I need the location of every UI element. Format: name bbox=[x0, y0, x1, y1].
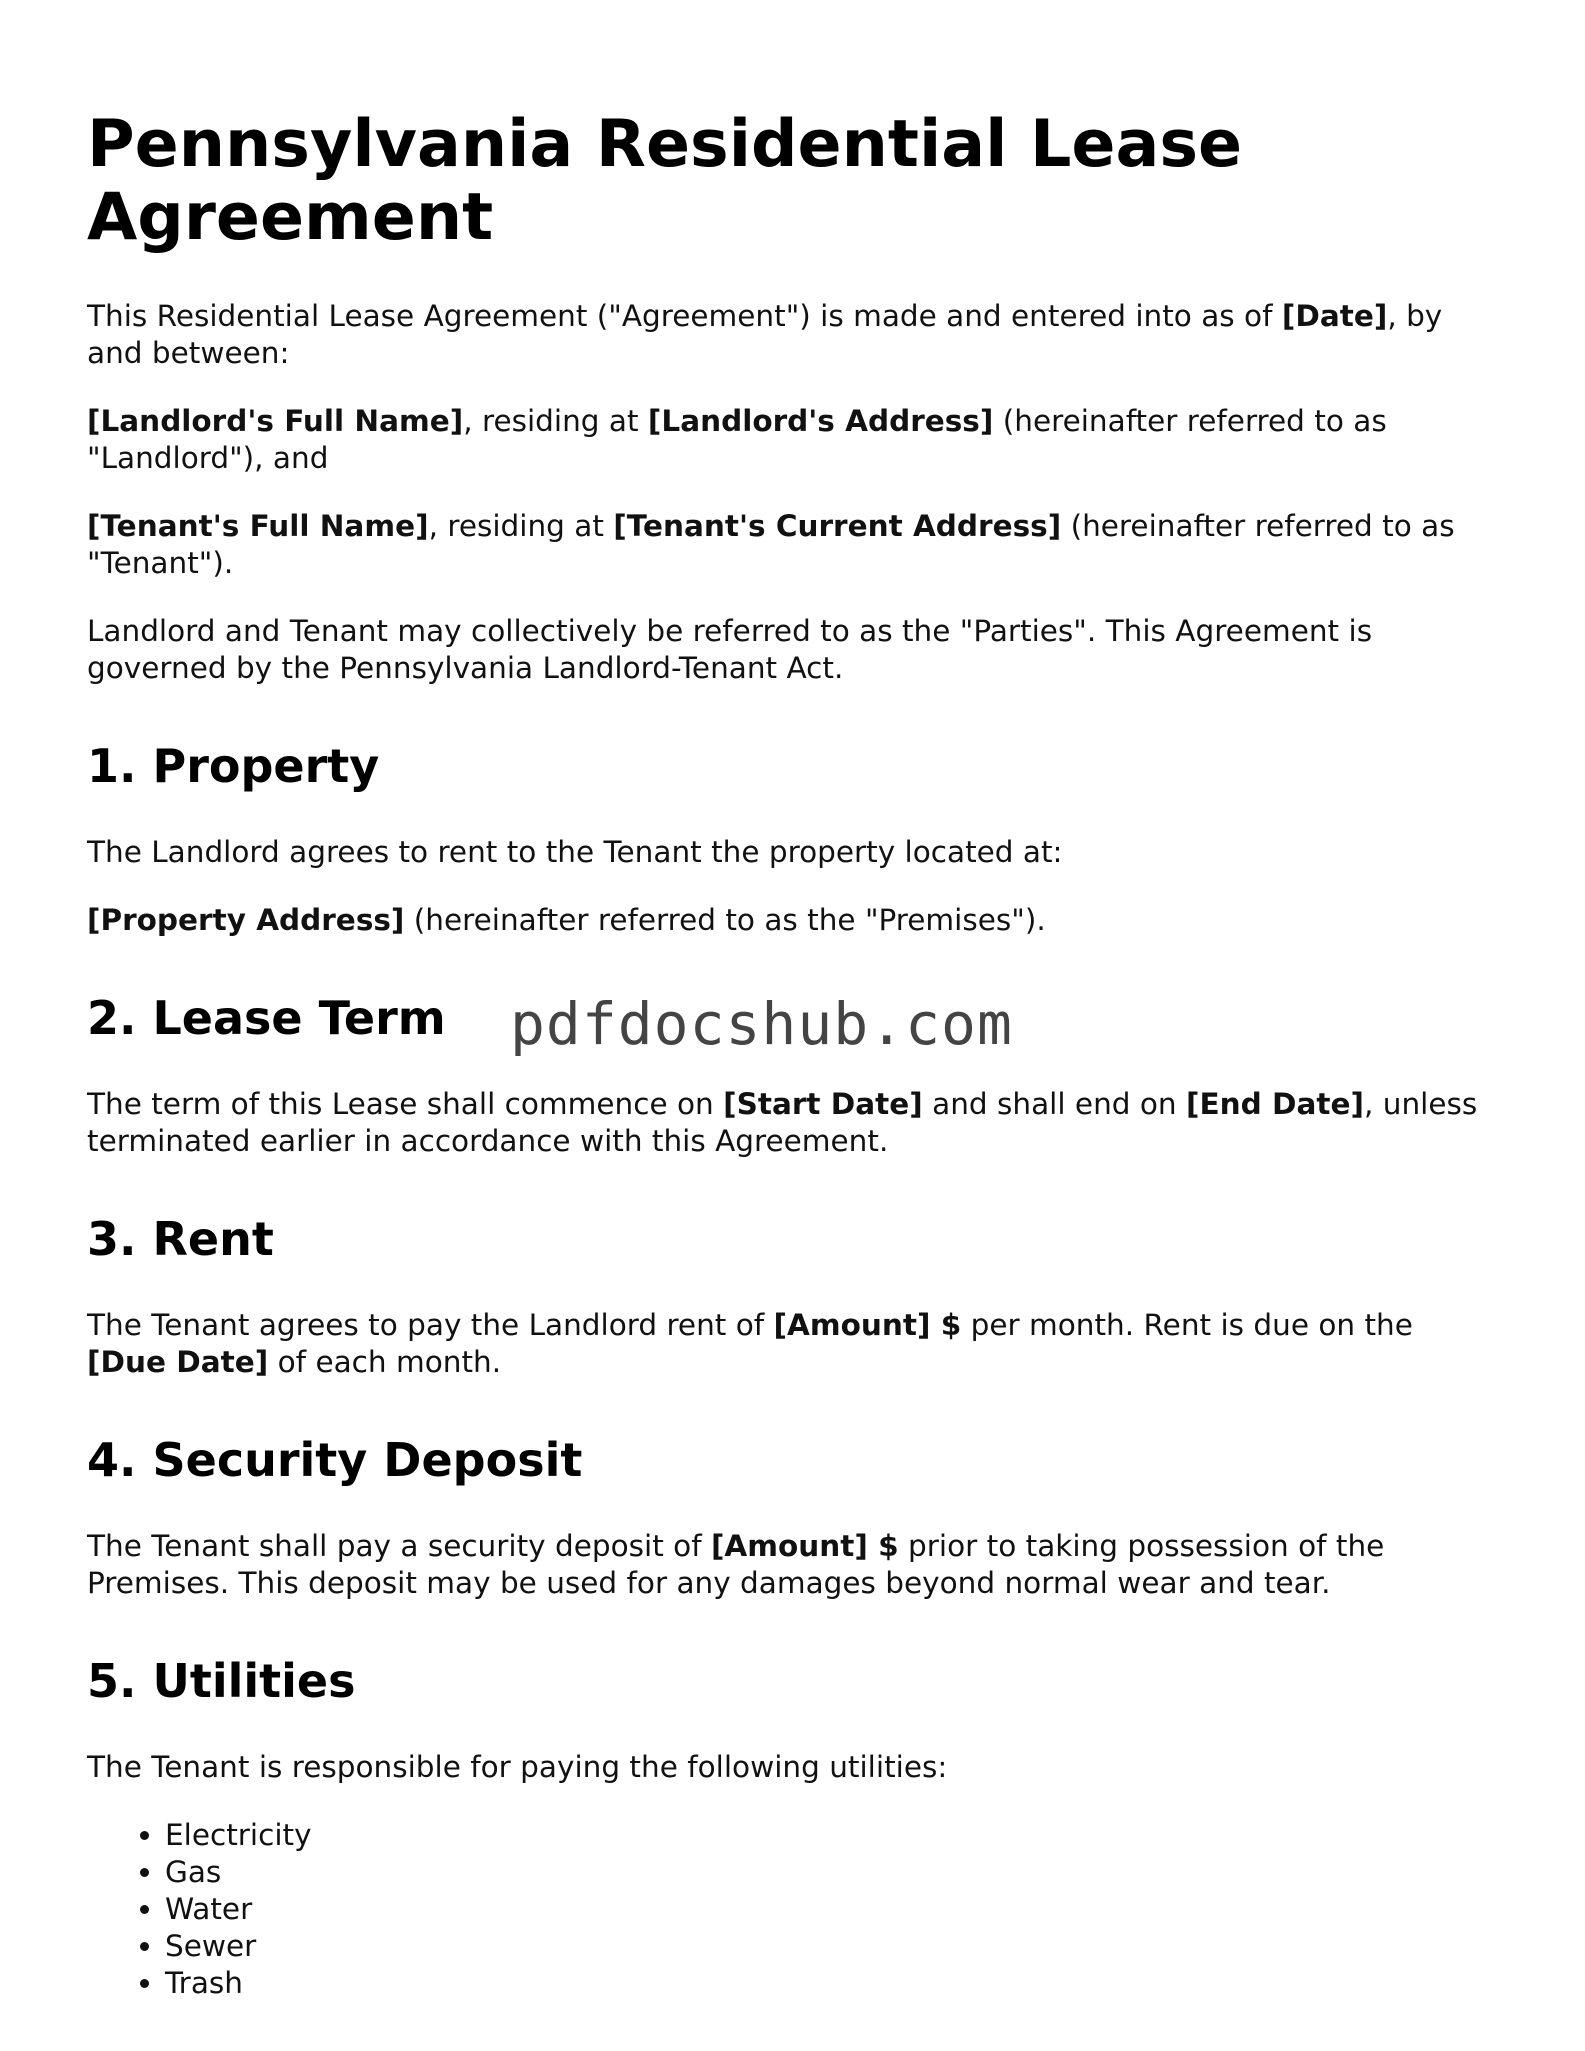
utilities-list bbox=[87, 1817, 1497, 2002]
rent-text-3: of each month. bbox=[268, 1345, 502, 1379]
rent-text-2: per month. Rent is due on the bbox=[961, 1308, 1413, 1342]
tenant-address-placeholder: [Tenant's Current Address] bbox=[613, 509, 1062, 543]
rent-paragraph bbox=[87, 1307, 1497, 1381]
end-date-placeholder: [End Date] bbox=[1186, 1087, 1365, 1121]
intro-paragraph bbox=[87, 298, 1497, 372]
utilities-paragraph: The Tenant is responsible for paying the following utilities: bbox=[87, 1750, 948, 1784]
list-item: • Trash bbox=[165, 1965, 1497, 2002]
landlord-address-placeholder: [Landlord's Address] bbox=[647, 404, 994, 438]
landlord-text-1: , residing at bbox=[463, 404, 648, 438]
parties-paragraph: Landlord and Tenant may collectively be referred to as the "Parties". This Agreement is governed by the Pennsylvania Landlord-Tenant Act. bbox=[87, 614, 1373, 685]
landlord-name-placeholder: [Landlord's Full Name] bbox=[87, 404, 464, 438]
deposit-text-2: prior to taking possession of the Premises. This deposit may be used for any damages beyond normal wear and tear. bbox=[87, 1529, 1385, 1600]
tenant-text-2: (hereinafter referred to as "Tenant"). bbox=[87, 509, 1455, 580]
tenant-name-placeholder: [Tenant's Full Name] bbox=[87, 509, 429, 543]
property-paragraph-1: The Landlord agrees to rent to the Tenant the property located at: bbox=[87, 835, 1063, 869]
lease-term-text-3: , unless terminated earlier in accordance with this Agreement. bbox=[87, 1087, 1478, 1158]
list-item: • Sewer bbox=[165, 1928, 1497, 1965]
agreement-date-placeholder: [Date] bbox=[1281, 299, 1388, 333]
deposit-paragraph bbox=[87, 1528, 1497, 1602]
intro-text-2: , by and between: bbox=[87, 299, 1443, 370]
list-item: • Gas bbox=[165, 1854, 1497, 1891]
section-heading-utilities: 5. Utilities bbox=[87, 1654, 356, 1708]
due-date-placeholder: [Due Date] bbox=[87, 1345, 269, 1379]
section-heading-lease-term: 2. Lease Term bbox=[87, 991, 446, 1045]
deposit-text-1: The Tenant shall pay a security deposit of bbox=[87, 1529, 711, 1563]
document-title: Pennsylvania Residential Lease Agreement bbox=[87, 107, 1243, 255]
section-heading-property: 1. Property bbox=[87, 739, 380, 793]
lease-term-text-2: and shall end on bbox=[922, 1087, 1187, 1121]
property-text-2: (hereinafter referred to as the "Premises"). bbox=[404, 903, 1046, 937]
landlord-paragraph bbox=[87, 403, 1497, 477]
tenant-paragraph bbox=[87, 508, 1497, 582]
deposit-amount-placeholder: [Amount] $ bbox=[710, 1529, 899, 1563]
list-item: • Water bbox=[165, 1891, 1497, 1928]
rent-amount-placeholder: [Amount] $ bbox=[773, 1308, 962, 1342]
intro-text-1: This Residential Lease Agreement ("Agreement") is made and entered into as of bbox=[87, 299, 1282, 333]
lease-term-text-1: The term of this Lease shall commence on bbox=[87, 1087, 724, 1121]
section-heading-security-deposit: 4. Security Deposit bbox=[87, 1433, 583, 1487]
section-heading-rent: 3. Rent bbox=[87, 1212, 274, 1266]
lease-term-paragraph bbox=[87, 1086, 1497, 1160]
start-date-placeholder: [Start Date] bbox=[723, 1087, 923, 1121]
rent-text-1: The Tenant agrees to pay the Landlord rent of bbox=[87, 1308, 774, 1342]
property-address-placeholder: [Property Address] bbox=[87, 903, 405, 937]
property-paragraph-2 bbox=[87, 902, 1497, 939]
landlord-text-2: (hereinafter referred to as "Landlord"), and bbox=[87, 404, 1387, 475]
list-item: • Electricity bbox=[165, 1817, 1497, 1854]
watermark: pdfdocshub.com bbox=[510, 990, 1013, 1058]
tenant-text-1: , residing at bbox=[428, 509, 614, 543]
